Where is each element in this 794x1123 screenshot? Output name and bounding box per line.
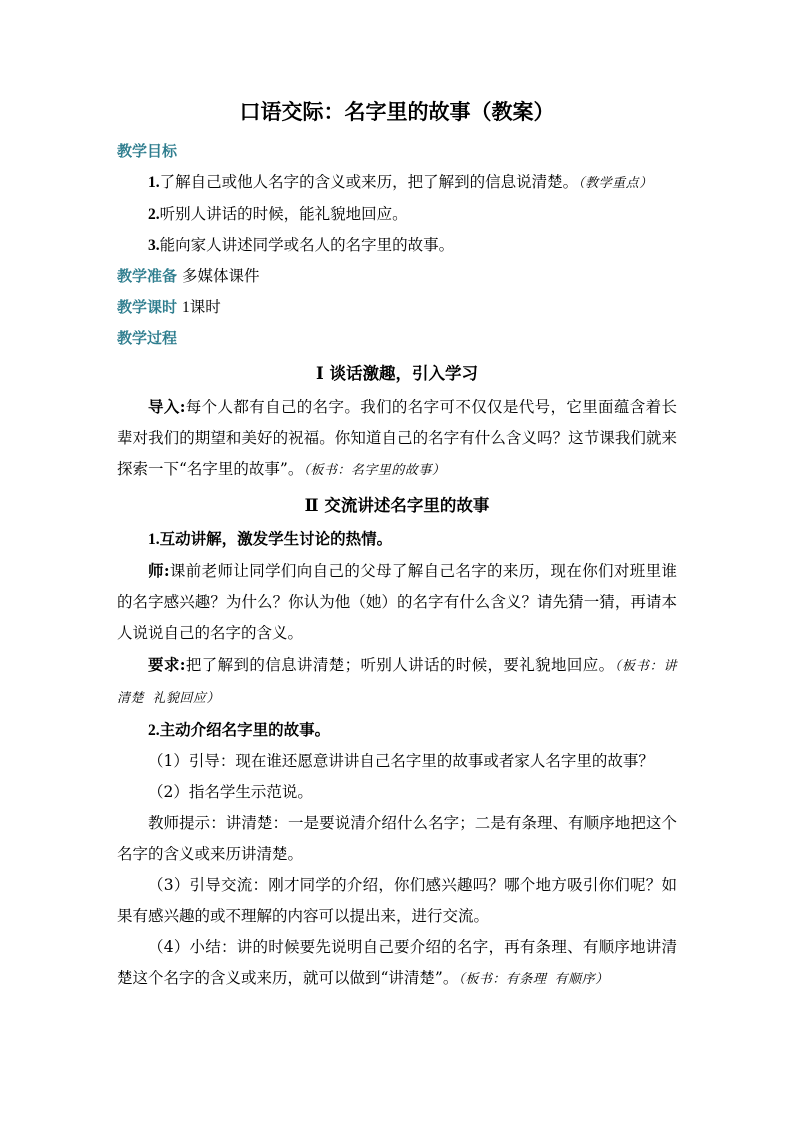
step-2-number: 2. <box>148 722 160 739</box>
goals-heading-row <box>117 136 677 167</box>
goal-text: 了解自己或他人名字的含义或来历，把了解到的信息说清楚。 <box>159 173 579 191</box>
step-2-paragraph-2: （2）指名学生示范说。 <box>148 783 313 801</box>
goal-item-3 <box>117 230 677 261</box>
hours-unit: 课时 <box>189 298 221 316</box>
prep-value: 多媒体课件 <box>181 267 260 285</box>
hours-number: 1 <box>181 299 190 316</box>
step-2-title-row <box>117 714 677 746</box>
goal-text: 能向家人讲述同学或名人的名字里的故事。 <box>159 236 455 254</box>
step-2-paragraph-4 <box>117 932 677 995</box>
requirement-text: 把了解到的信息讲清楚；听别人讲话的时候，要礼貌地回应。 <box>185 656 615 674</box>
hours-row <box>117 292 677 323</box>
process-row <box>117 323 677 354</box>
goal-number: 2. <box>148 206 160 223</box>
teacher-paragraph <box>117 555 677 649</box>
goal-item-2 <box>117 199 677 230</box>
intro-text: 每个人都有自己的名字。我们的名字可不仅仅是代号，它里面蕴含着长辈对我们的期望和美好的祝福。你知道自己的名字有什么含义吗？这节课我们就来探索一下“名字里的故事”。 <box>117 398 677 478</box>
step-2-paragraph-3: （3）引导交流：刚才同学的介绍，你们感兴趣吗？哪个地方吸引你们呢？如果有感兴趣的或不理解的内容可以提出来，进行交流。 <box>117 876 677 925</box>
goals-heading: 教学目标 <box>117 142 178 160</box>
step-2-paragraph-1: （1）引导：现在谁还愿意讲讲自己名字里的故事或者家人名字里的故事？ <box>148 752 654 770</box>
step-1-title-row <box>117 523 677 555</box>
process-heading: 教学过程 <box>117 329 178 347</box>
teacher-tip-paragraph: 教师提示：讲清楚：一是要说清介绍什么名字；二是有条理、有顺序地把这个名字的含义或来历讲清楚。 <box>117 814 677 863</box>
step-1-title: 互动讲解，激发学生讨论的热情。 <box>159 529 393 548</box>
teacher-text: 课前老师让同学们向自己的父母了解自己名字的来历，现在你们对班里谁的名字感兴趣？为什么？你认为他（她）的名字有什么含义？请先猜一猜，再请本人说说自己的名字的含义。 <box>117 562 677 642</box>
goal-item-1 <box>117 167 677 199</box>
intro-note: （板书：名字里的故事） <box>303 463 446 478</box>
summary-note: （板书：有条理 有顺序） <box>458 972 609 987</box>
summary-text: （4）小结：讲的时候要先说明自己要介绍的名字，再有条理、有顺序地讲清楚这个名字的含义或来历，就可以做到“讲清楚”。 <box>117 938 677 987</box>
goal-number: 1. <box>148 174 160 191</box>
requirement-note: （板书：讲清楚 礼貌回应） <box>117 659 677 706</box>
intro-label: 导入: <box>148 397 186 416</box>
section-1-title: Ⅰ 谈话激趣，引入学习 <box>316 364 478 383</box>
teacher-label: 师: <box>148 561 170 580</box>
section-2-title: Ⅱ 交流讲述名字里的故事 <box>304 496 490 515</box>
step-2-title: 主动介绍名字里的故事。 <box>159 720 331 739</box>
document-page <box>117 96 677 995</box>
goal-text: 听别人讲话的时候，能礼貌地回应。 <box>159 205 408 223</box>
goal-number: 3. <box>148 237 160 254</box>
prep-heading: 教学准备 <box>117 267 178 285</box>
intro-paragraph <box>117 391 677 486</box>
step-1-number: 1. <box>148 531 160 548</box>
requirement-label: 要求: <box>148 655 186 674</box>
prep-row <box>117 261 677 292</box>
requirement-paragraph <box>117 649 677 714</box>
goal-note: （教学重点） <box>578 176 653 191</box>
hours-heading: 教学课时 <box>117 298 178 316</box>
document-title: 口语交际：名字里的故事（教案） <box>239 99 555 124</box>
